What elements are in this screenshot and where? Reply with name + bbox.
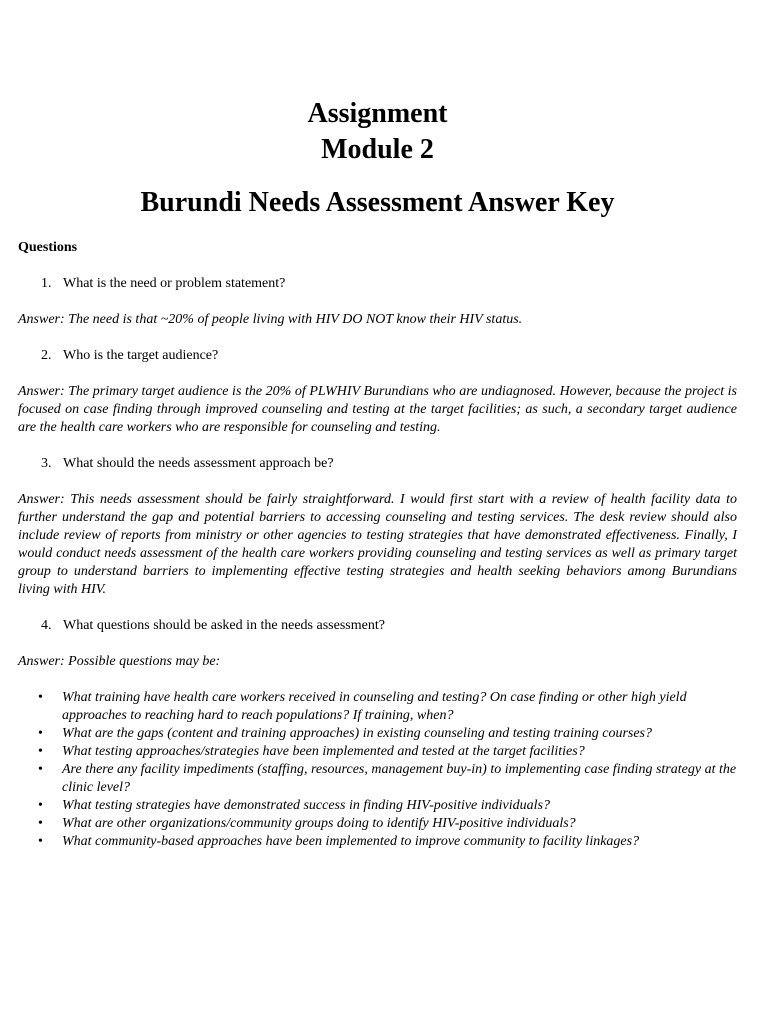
question-2	[18, 347, 737, 365]
bullet-icon: •	[38, 834, 43, 849]
questions-heading: Questions	[18, 240, 78, 255]
module-heading: Module 2	[321, 134, 434, 165]
answer-2: Answer: The primary target audience is the 20% of PLWHIV Burundians who are undiagnosed. However, because the project is focused on case finding through improved counseling and testing at the target facilities; as such, a secondary target audience are the health care workers who are responsible for counseling and testing.	[18, 384, 737, 435]
question-1-number: 1.	[41, 276, 52, 291]
bullet-icon: •	[38, 816, 43, 831]
list-item-text: What testing approaches/strategies have been implemented and tested at the target facilities?	[62, 744, 585, 759]
question-4-text: What questions should be asked in the needs assessment?	[63, 618, 385, 633]
list-item	[18, 833, 737, 851]
list-item-text: What training have health care workers received in counseling and testing? On case finding or other high yield approaches to reaching hard to reach populations? If training, when?	[62, 690, 687, 723]
bullet-icon: •	[38, 726, 43, 741]
question-3-text: What should the needs assessment approach be?	[63, 456, 334, 471]
bullet-icon: •	[38, 762, 43, 777]
list-item-text: Are there any facility impediments (staffing, resources, management buy-in) to implementing case finding strategy at the clinic level?	[62, 762, 737, 795]
list-item-text: What testing strategies have demonstrated success in finding HIV-positive individuals?	[62, 798, 550, 813]
question-2-text: Who is the target audience?	[63, 348, 219, 363]
possible-questions-list	[18, 689, 737, 851]
list-item	[18, 761, 737, 797]
bullet-icon: •	[38, 690, 43, 705]
question-1-text: What is the need or problem statement?	[63, 276, 286, 291]
question-4	[18, 617, 737, 635]
answer-4: Answer: Possible questions may be:	[18, 654, 221, 669]
answer-3: Answer: This needs assessment should be fairly straightforward. I would first start with a review of health facility data to further understand the gap and potential barriers to accessing counseling and testing services. The desk review should also include review of reports from ministry or other agencies to testing strategies that have demonstrated effectiveness. Finally, I would conduct needs assessment of the health care workers providing counseling and testing services as well as primary target group to understand barriers to implementing effective testing strategies and health seeking behaviors among Burundians living with HIV.	[18, 492, 737, 597]
question-2-number: 2.	[41, 348, 52, 363]
answer-1: Answer: The need is that ~20% of people living with HIV DO NOT know their HIV status.	[18, 312, 523, 327]
list-item	[18, 743, 737, 761]
list-item-text: What are the gaps (content and training approaches) in existing counseling and testing training courses?	[62, 726, 653, 741]
list-item	[18, 815, 737, 833]
list-item	[18, 689, 737, 725]
assignment-heading: Assignment	[307, 98, 448, 129]
list-item	[18, 725, 737, 743]
document-title: Burundi Needs Assessment Answer Key	[140, 187, 615, 218]
question-1	[18, 275, 737, 293]
list-item-text: What community-based approaches have been implemented to improve community to facility linkages?	[62, 834, 640, 849]
list-item	[18, 797, 737, 815]
question-3-number: 3.	[41, 456, 52, 471]
bullet-icon: •	[38, 744, 43, 759]
question-4-number: 4.	[41, 618, 52, 633]
bullet-icon: •	[38, 798, 43, 813]
list-item-text: What are other organizations/community groups doing to identify HIV-positive individuals?	[62, 816, 576, 831]
question-3	[18, 455, 737, 473]
